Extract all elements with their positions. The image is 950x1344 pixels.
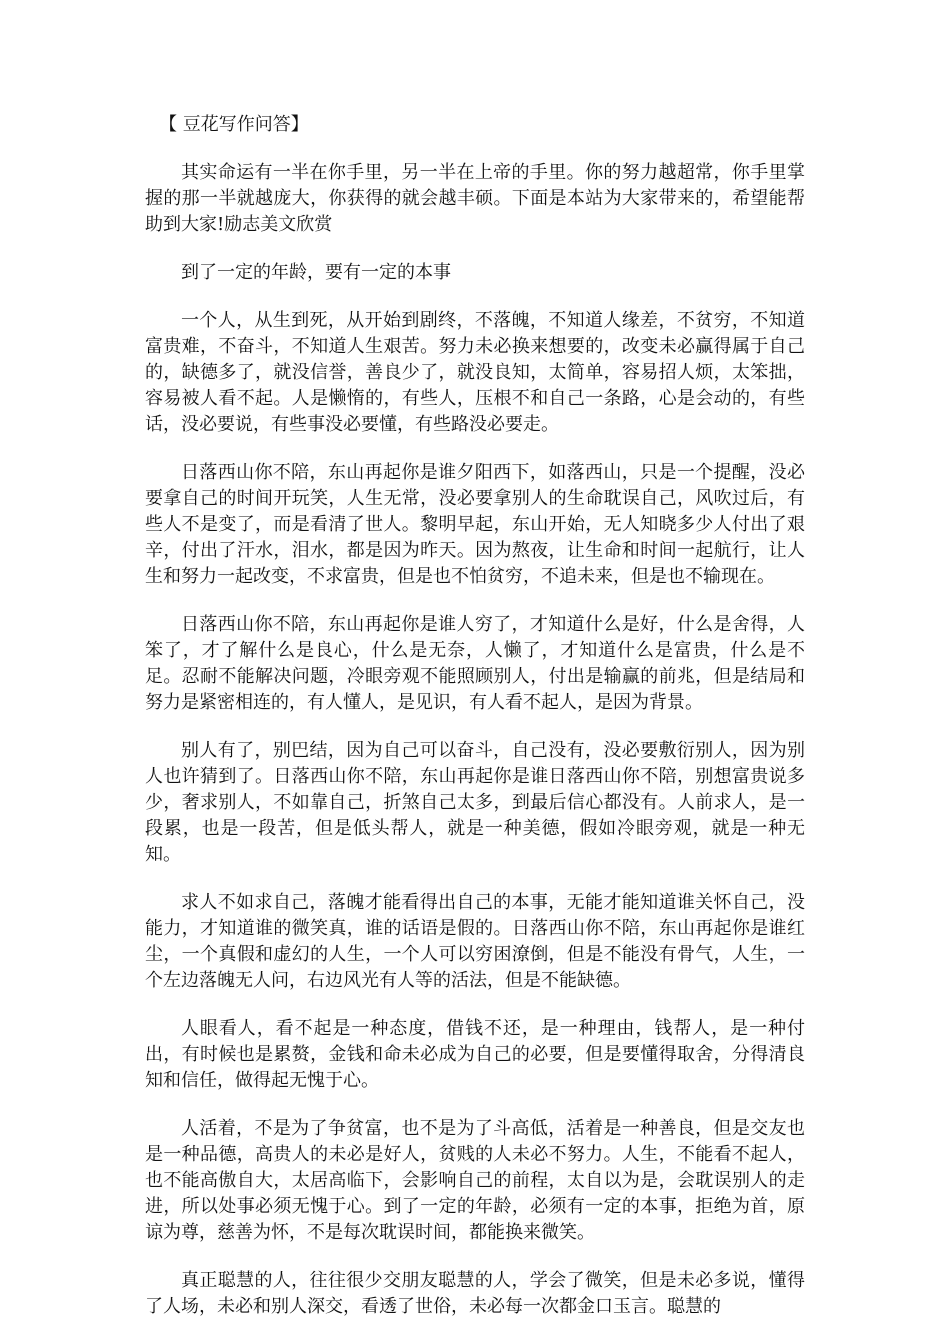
document-header: 【 豆花写作问答】: [159, 114, 309, 135]
body-paragraph: 一个人，从生到死，从开始到剧终，不落魄，不知道人缘差，不贫穷，不知道富贵难，不奋斗，不知道人生艰苦。努力未必换来想要的，改变未必赢得属于自己的，缺德多了，就没信誉，善良少了，就没良知，太简单，容易招人烦，太笨拙，容易被人看不起。人是懒惰的，有些人，压根不和自己一条路，心是会动的，有些话，没必要说，有些事没必要懂，有些路没必要走。: [145, 310, 805, 435]
body-paragraph: 人活着，不是为了争贫富，也不是为了斗高低，活着是一种善良，但是交友也是一种品德，高贵人的未必是好人，贫贱的人未必不努力。人生，不能看不起人，也不能高傲自大，太居高临下，会影响自己的前程，太自以为是，会耽误别人的走进，所以处事必须无愧于心。到了一定的年龄，必须有一定的本事，拒绝为首，原谅为尊，慈善为怀，不是每次耽误时间，都能换来微笑。: [145, 1118, 805, 1243]
body-paragraph: 日落西山你不陪，东山再起你是谁夕阳西下，如落西山，只是一个提醒，没必要拿自己的时间开玩笑，人生无常，没必要拿别人的生命耽误自己，风吹过后，有些人不是变了，而是看清了世人。黎明早起，东山开始，无人知晓多少人付出了艰辛，付出了汗水，泪水，都是因为昨天。因为熬夜，让生命和时间一起航行，让人生和努力一起改变，不求富贵，但是也不怕贫穷，不追未来，但是也不输现在。: [145, 462, 805, 587]
body-paragraph: 日落西山你不陪，东山再起你是谁人穷了，才知道什么是好，什么是舍得，人笨了，才了解什么是良心，什么是无奈，人懒了，才知道什么是富贵，什么是不足。忍耐不能解决问题，冷眼旁观不能照顾别人，付出是输赢的前兆，但是结局和努力是紧密相连的，有人懂人，是见识，有人看不起人，是因为背景。: [145, 614, 805, 713]
section-title: 到了一定的年龄，要有一定的本事: [181, 262, 451, 283]
body-paragraph: 别人有了，别巴结，因为自己可以奋斗，自己没有，没必要敷衍别人，因为别人也许猜到了。日落西山你不陪，东山再起你是谁日落西山你不陪，别想富贵说多少，奢求别人，不如靠自己，折煞自己太多，到最后信心都没有。人前求人，是一段累，也是一段苦，但是低头帮人，就是一种美德，假如冷眼旁观，就是一种无知。: [145, 740, 805, 865]
intro-paragraph: 其实命运有一半在你手里，另一半在上帝的手里。你的努力越超常，你手里掌握的那一半就越庞大，你获得的就会越丰硕。下面是本站为大家带来的，希望能帮助到大家!励志美文欣赏: [145, 162, 805, 235]
body-paragraph: 真正聪慧的人，往往很少交朋友聪慧的人，学会了微笑，但是未必多说，懂得了人场，未必和别人深交，看透了世俗，未必每一次都金口玉言。聪慧的: [145, 1270, 805, 1317]
body-paragraph: 求人不如求自己，落魄才能看得出自己的本事，无能才能知道谁关怀自己，没能力，才知道谁的微笑真，谁的话语是假的。日落西山你不陪，东山再起你是谁红尘，一个真假和虚幻的人生，一个人可以穷困潦倒，但是不能没有骨气，人生，一个左边落魄无人问，右边风光有人等的活法，但是不能缺德。: [145, 892, 805, 991]
document-page: [145, 112, 805, 1342]
body-paragraph: 人眼看人，看不起是一种态度，借钱不还，是一种理由，钱帮人，是一种付出，有时候也是累赘，金钱和命未必成为自己的必要，但是要懂得取舍，分得清良知和信任，做得起无愧于心。: [145, 1018, 805, 1091]
